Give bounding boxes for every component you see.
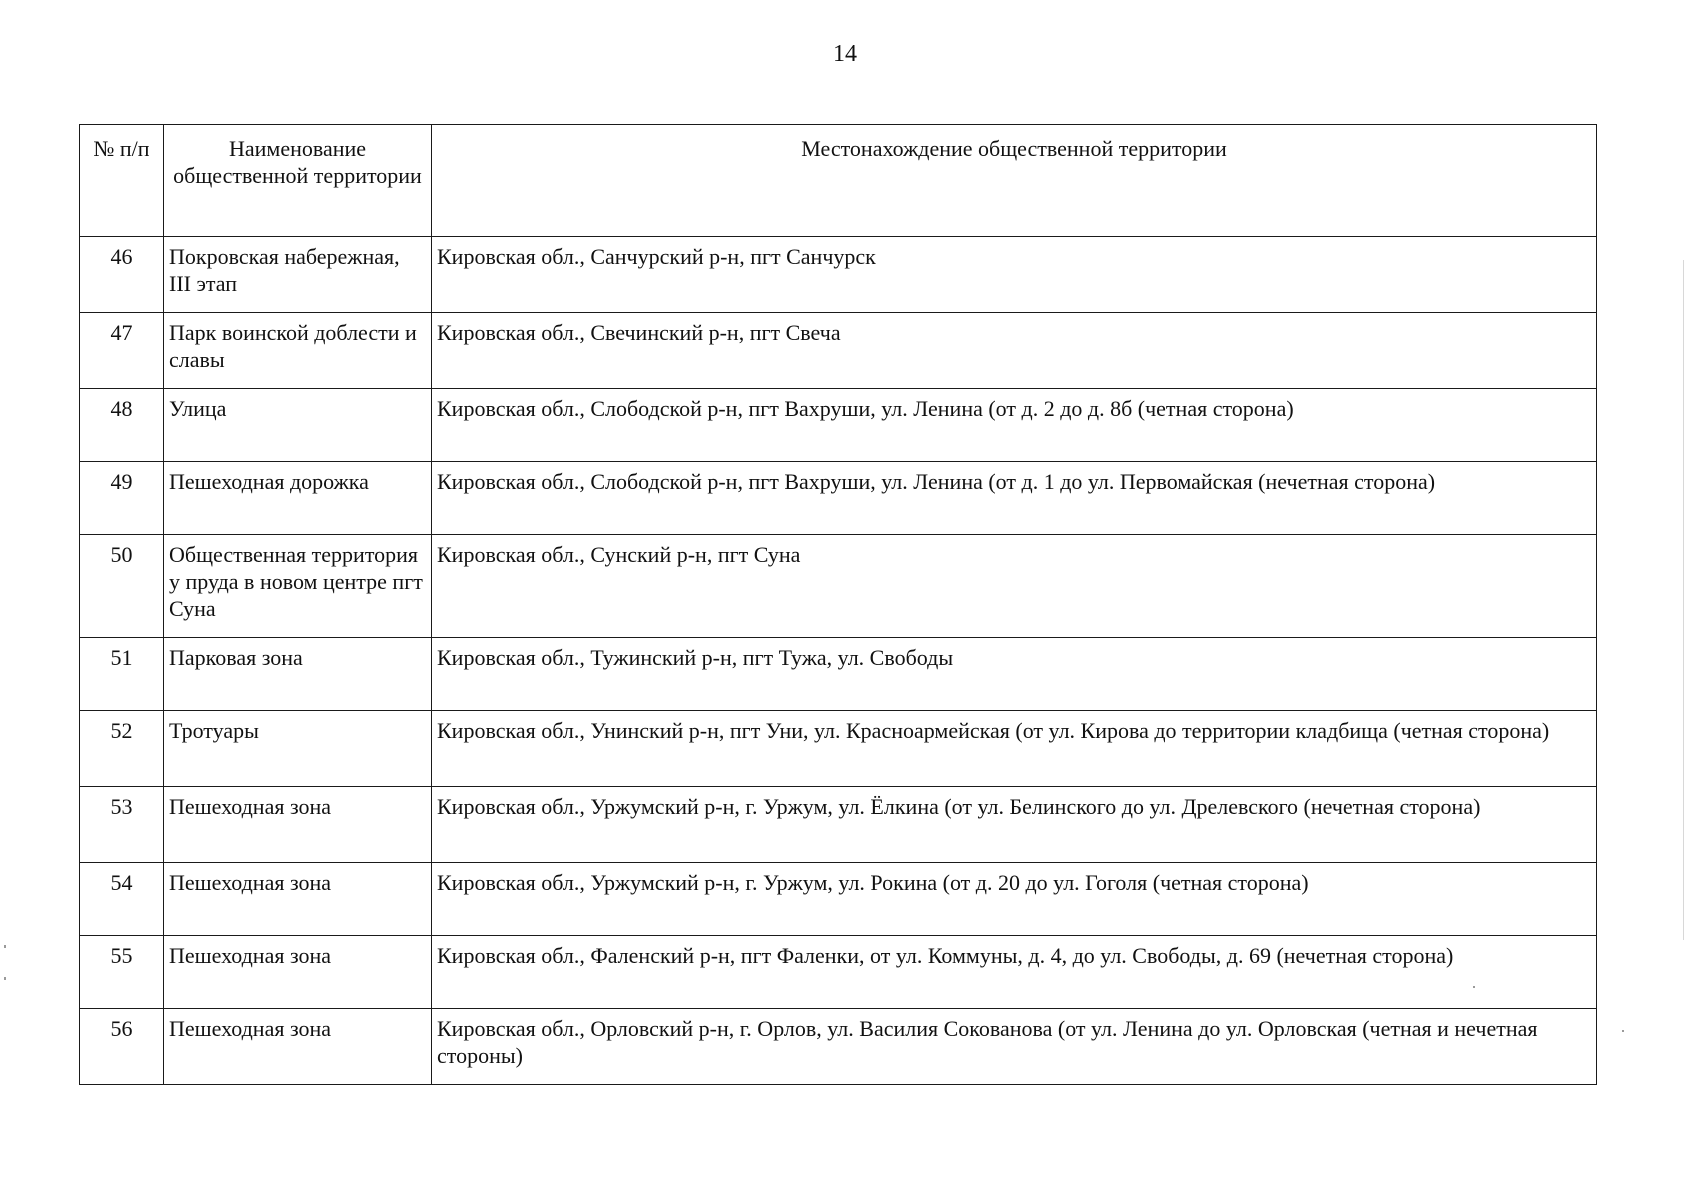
- territory-name: Пешеходная зона: [164, 863, 432, 936]
- scan-artifact: [4, 977, 6, 980]
- page-number: 14: [833, 41, 857, 67]
- table-row: [80, 711, 1597, 787]
- territory-location: Кировская обл., Санчурский р-н, пгт Санчурск: [432, 237, 1597, 313]
- territory-name: Пешеходная зона: [164, 787, 432, 863]
- header-number: № п/п: [80, 125, 164, 237]
- table-row: [80, 787, 1597, 863]
- territory-location: Кировская обл., Орловский р-н, г. Орлов, ул. Василия Сокованова (от ул. Ленина до ул. Орловская (четная и нечетная стороны): [432, 1009, 1597, 1085]
- row-number: 49: [80, 462, 164, 535]
- table-row: [80, 1009, 1597, 1085]
- territory-name: Улица: [164, 389, 432, 462]
- row-number: 52: [80, 711, 164, 787]
- row-number: 53: [80, 787, 164, 863]
- table-row: [80, 936, 1597, 1009]
- scan-artifact: [1622, 1030, 1624, 1032]
- territory-location: Кировская обл., Слободской р-н, пгт Вахруши, ул. Ленина (от д. 1 до ул. Первомайская (нечетная сторона): [432, 462, 1597, 535]
- territory-name: Пешеходная зона: [164, 936, 432, 1009]
- territory-name: Пешеходная дорожка: [164, 462, 432, 535]
- territory-location: Кировская обл., Слободской р-н, пгт Вахруши, ул. Ленина (от д. 2 до д. 8б (четная сторона): [432, 389, 1597, 462]
- table-row: [80, 389, 1597, 462]
- table-header-row: [80, 125, 1597, 237]
- row-number: 47: [80, 313, 164, 389]
- row-number: 48: [80, 389, 164, 462]
- table-row: [80, 237, 1597, 313]
- table-row: [80, 313, 1597, 389]
- territory-name: Покровская набережная, III этап: [164, 237, 432, 313]
- header-territory-name: Наименование общественной территории: [164, 125, 432, 237]
- table-row: [80, 462, 1597, 535]
- table-row: [80, 535, 1597, 638]
- territory-name: Пешеходная зона: [164, 1009, 432, 1085]
- row-number: 54: [80, 863, 164, 936]
- row-number: 56: [80, 1009, 164, 1085]
- territory-location: Кировская обл., Тужинский р-н, пгт Тужа, ул. Свободы: [432, 638, 1597, 711]
- scan-artifact: [1473, 986, 1475, 988]
- territory-name: Парк воинской доблести и славы: [164, 313, 432, 389]
- territory-location: Кировская обл., Фаленский р-н, пгт Фаленки, от ул. Коммуны, д. 4, до ул. Свободы, д. 69 (нечетная сторона): [432, 936, 1597, 1009]
- territory-location: Кировская обл., Унинский р-н, пгт Уни, ул. Красноармейская (от ул. Кирова до территории кладбища (четная сторона): [432, 711, 1597, 787]
- territory-location: Кировская обл., Уржумский р-н, г. Уржум, ул. Ёлкина (от ул. Белинского до ул. Дрелевского (нечетная сторона): [432, 787, 1597, 863]
- table-row: [80, 863, 1597, 936]
- row-number: 50: [80, 535, 164, 638]
- territory-location: Кировская обл., Уржумский р-н, г. Уржум, ул. Рокина (от д. 20 до ул. Гоголя (четная сторона): [432, 863, 1597, 936]
- table-row: [80, 638, 1597, 711]
- scan-artifact: [1683, 260, 1684, 940]
- territory-location: Кировская обл., Свечинский р-н, пгт Свеча: [432, 313, 1597, 389]
- territory-location: Кировская обл., Сунский р-н, пгт Суна: [432, 535, 1597, 638]
- territory-name: Парковая зона: [164, 638, 432, 711]
- territory-name: Тротуары: [164, 711, 432, 787]
- territories-table: [79, 124, 1597, 1085]
- row-number: 55: [80, 936, 164, 1009]
- row-number: 46: [80, 237, 164, 313]
- header-territory-location: Местонахождение общественной территории: [432, 125, 1597, 237]
- row-number: 51: [80, 638, 164, 711]
- territory-name: Общественная территория у пруда в новом центре пгт Суна: [164, 535, 432, 638]
- scan-artifact: [4, 945, 6, 948]
